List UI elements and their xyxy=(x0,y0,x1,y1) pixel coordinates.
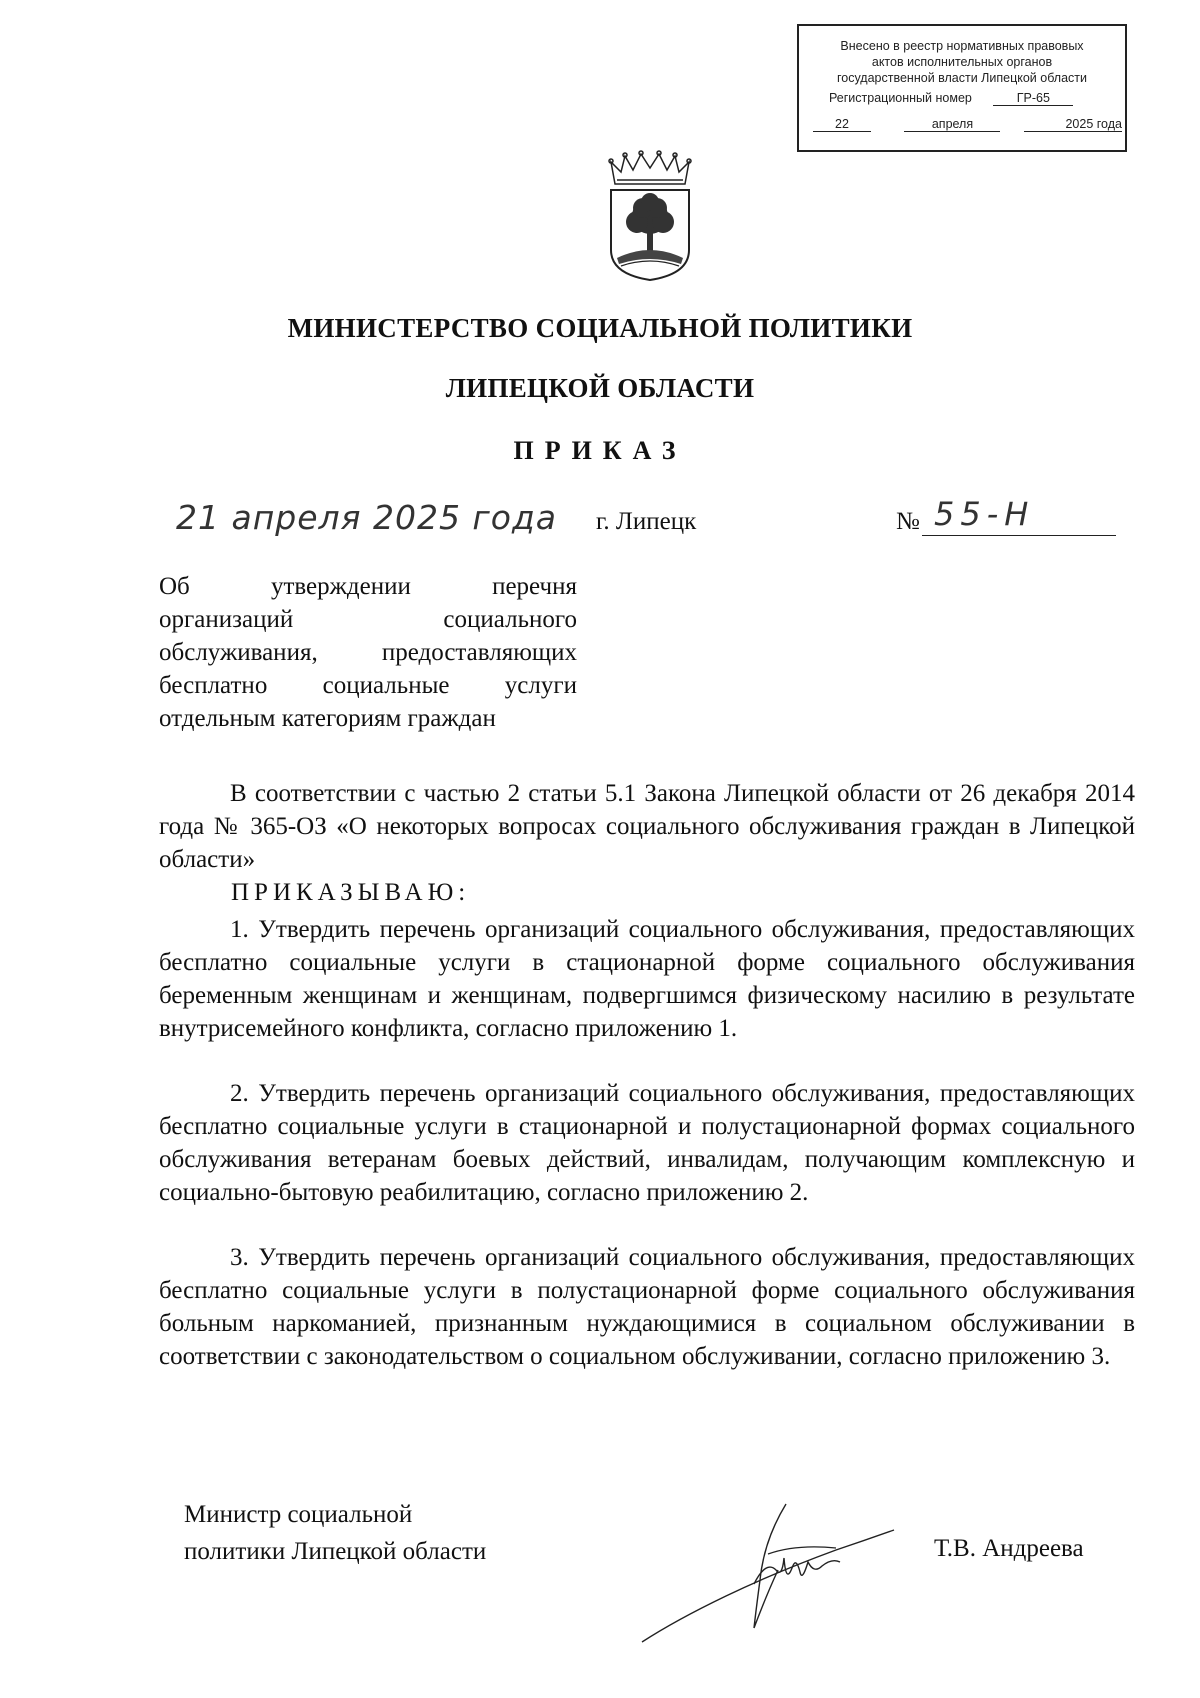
subject-line: отдельным категориям граждан xyxy=(159,705,496,732)
position-line-1: Министр социальной xyxy=(184,1501,413,1528)
stamp-reg-label: Регистрационный номер xyxy=(829,91,972,105)
stamp-line-3: государственной власти Липецкой области xyxy=(836,71,1088,85)
stamp-line-1: Внесено в реестр нормативных правовых xyxy=(840,39,1084,53)
order-item: 3. Утвердить перечень организаций социального обслуживания, предоставляющих бесплатно социальные услуги в полустационарной форме социального обслуживания больным наркоманией, признанным нуждающимися в социальном обслуживании в соответствии с законодательством о социальном обслуживании, согласно приложению 3. xyxy=(159,1244,1135,1370)
stamp-date-row xyxy=(799,116,1139,132)
signatory-position xyxy=(184,1496,486,1570)
order-items xyxy=(159,913,1135,1045)
ministry-title-line-2: ЛИПЕЦКОЙ ОБЛАСТИ xyxy=(445,373,755,403)
registry-stamp xyxy=(797,24,1127,152)
preamble: В соответствии с частью 2 статьи 5.1 Закона Липецкой области от 26 декабря 2014 года № 365-ОЗ «О некоторых вопросах социального обслуживания граждан в Липецкой области» xyxy=(159,780,1135,873)
stamp-year: 2025 года xyxy=(1024,117,1122,132)
preamble-block xyxy=(159,777,1135,876)
subject-line: Об утверждении перечня xyxy=(159,573,577,600)
handwritten-number: 55-Н xyxy=(934,495,1035,533)
subject-line: бесплатно социальные услуги xyxy=(159,672,577,699)
signatory-name: Т.В. Андреева xyxy=(934,1535,1084,1562)
number-sign: № xyxy=(896,508,920,535)
document-type: ПРИКАЗ xyxy=(513,436,687,465)
stamp-day: 22 xyxy=(813,117,871,132)
coat-of-arms-icon xyxy=(601,150,699,282)
order-item: 2. Утвердить перечень организаций социального обслуживания, предоставляющих бесплатно социальные услуги в стационарной и полустационарной формах социального обслуживания ветеранам боевых действий, инвалидам, получающим комплексную и социально-бытовую реабилитацию, согласно приложению 2. xyxy=(159,1080,1135,1206)
stamp-reg-number: ГР-65 xyxy=(993,91,1073,106)
subject-line: обслуживания, предоставляющих xyxy=(159,639,577,666)
order-subject xyxy=(159,570,577,735)
ministry-title-line-1: МИНИСТЕРСТВО СОЦИАЛЬНОЙ ПОЛИТИКИ xyxy=(287,313,913,343)
order-items xyxy=(159,1077,1135,1209)
city: г. Липецк xyxy=(596,508,697,535)
subject-line: организаций социального xyxy=(159,606,577,633)
number-underline xyxy=(922,535,1116,536)
order-directive: ПРИКАЗЫВАЮ: xyxy=(231,879,471,906)
order-item: 1. Утвердить перечень организаций социального обслуживания, предоставляющих бесплатно социальные услуги в стационарной форме социального обслуживания беременным женщинам и женщинам, подвергшимся физическому насилию в результате внутрисемейного конфликта, согласно приложению 1. xyxy=(159,916,1135,1042)
handwritten-date: 21 апреля 2025 года xyxy=(176,498,558,537)
stamp-month: апреля xyxy=(904,117,1000,132)
stamp-line-2: актов исполнительных органов xyxy=(871,55,1053,69)
stamp-reg-row xyxy=(799,90,1155,106)
handwritten-signature xyxy=(636,1500,916,1650)
order-items xyxy=(159,1241,1135,1373)
position-line-2: политики Липецкой области xyxy=(184,1538,487,1565)
